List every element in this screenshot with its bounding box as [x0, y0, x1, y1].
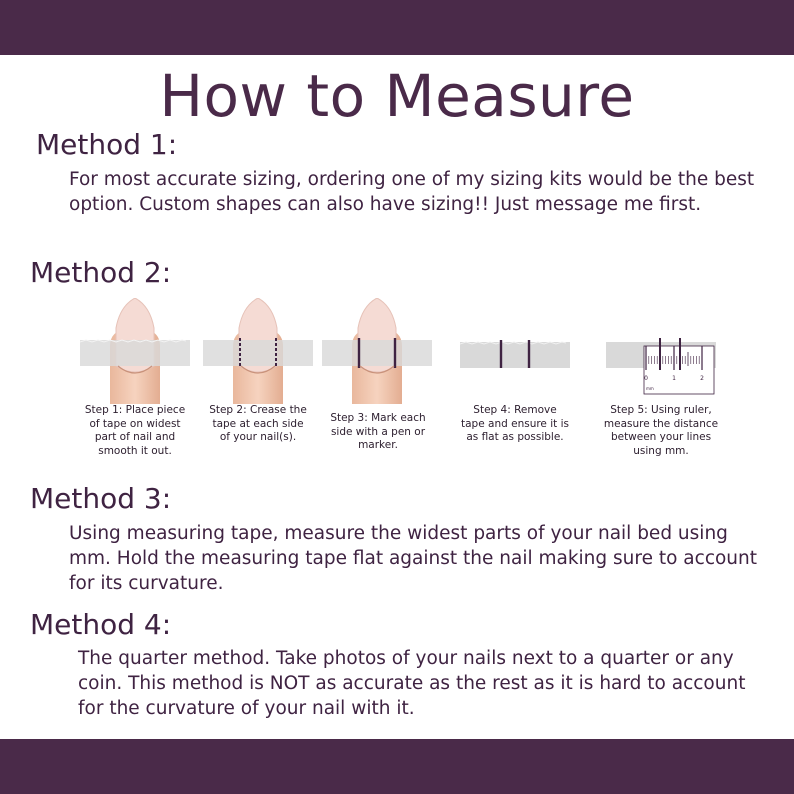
method-4-text: The quarter method. Take photos of your nails next to a quarter or any coin. This method is NOT as accurate as the rest as it is hard to account for the curvature of your nail with it. [78, 648, 746, 719]
method-2-heading: Method 2: [30, 256, 172, 289]
page-title: How to Measure [159, 62, 635, 130]
ruler-label-2: 2 [700, 375, 704, 382]
step-2-nail-illustration [203, 298, 313, 404]
method-1-heading: Method 1: [36, 128, 178, 161]
step-4-tape-illustration [460, 336, 570, 372]
step-4-caption: Step 4: Remove tape and ensure it is as flat as possible. [461, 404, 569, 443]
method-3-heading: Method 3: [30, 482, 172, 515]
bottom-banner [0, 739, 794, 794]
step-5-caption: Step 5: Using ruler, measure the distance between your lines using mm. [603, 404, 719, 457]
step-2-caption: Step 2: Crease the tape at each side of your nail(s). [209, 404, 307, 443]
method-1-text: For most accurate sizing, ordering one of my sizing kits would be the best option. Custom shapes can also have sizing!! Just message me first. [69, 169, 755, 215]
step-3-nail-illustration [322, 298, 432, 404]
method-2-steps [0, 296, 794, 466]
step-3-caption: Step 3: Mark each side with a pen or marker. [330, 412, 426, 451]
step-1-caption: Step 1: Place piece of tape on widest part of nail and smooth it out. [84, 404, 186, 457]
step-5-ruler-illustration [606, 336, 716, 396]
method-3-text: Using measuring tape, measure the widest parts of your nail bed using mm. Hold the measuring tape flat against the nail making sure to account for its curvature. [69, 523, 758, 594]
ruler-label-1: 1 [672, 375, 676, 382]
step-1-nail-illustration [80, 298, 190, 404]
method-4-heading: Method 4: [30, 608, 172, 641]
top-banner [0, 0, 794, 55]
ruler-label-0: 0 [644, 375, 648, 382]
ruler-unit: mm [646, 386, 654, 391]
